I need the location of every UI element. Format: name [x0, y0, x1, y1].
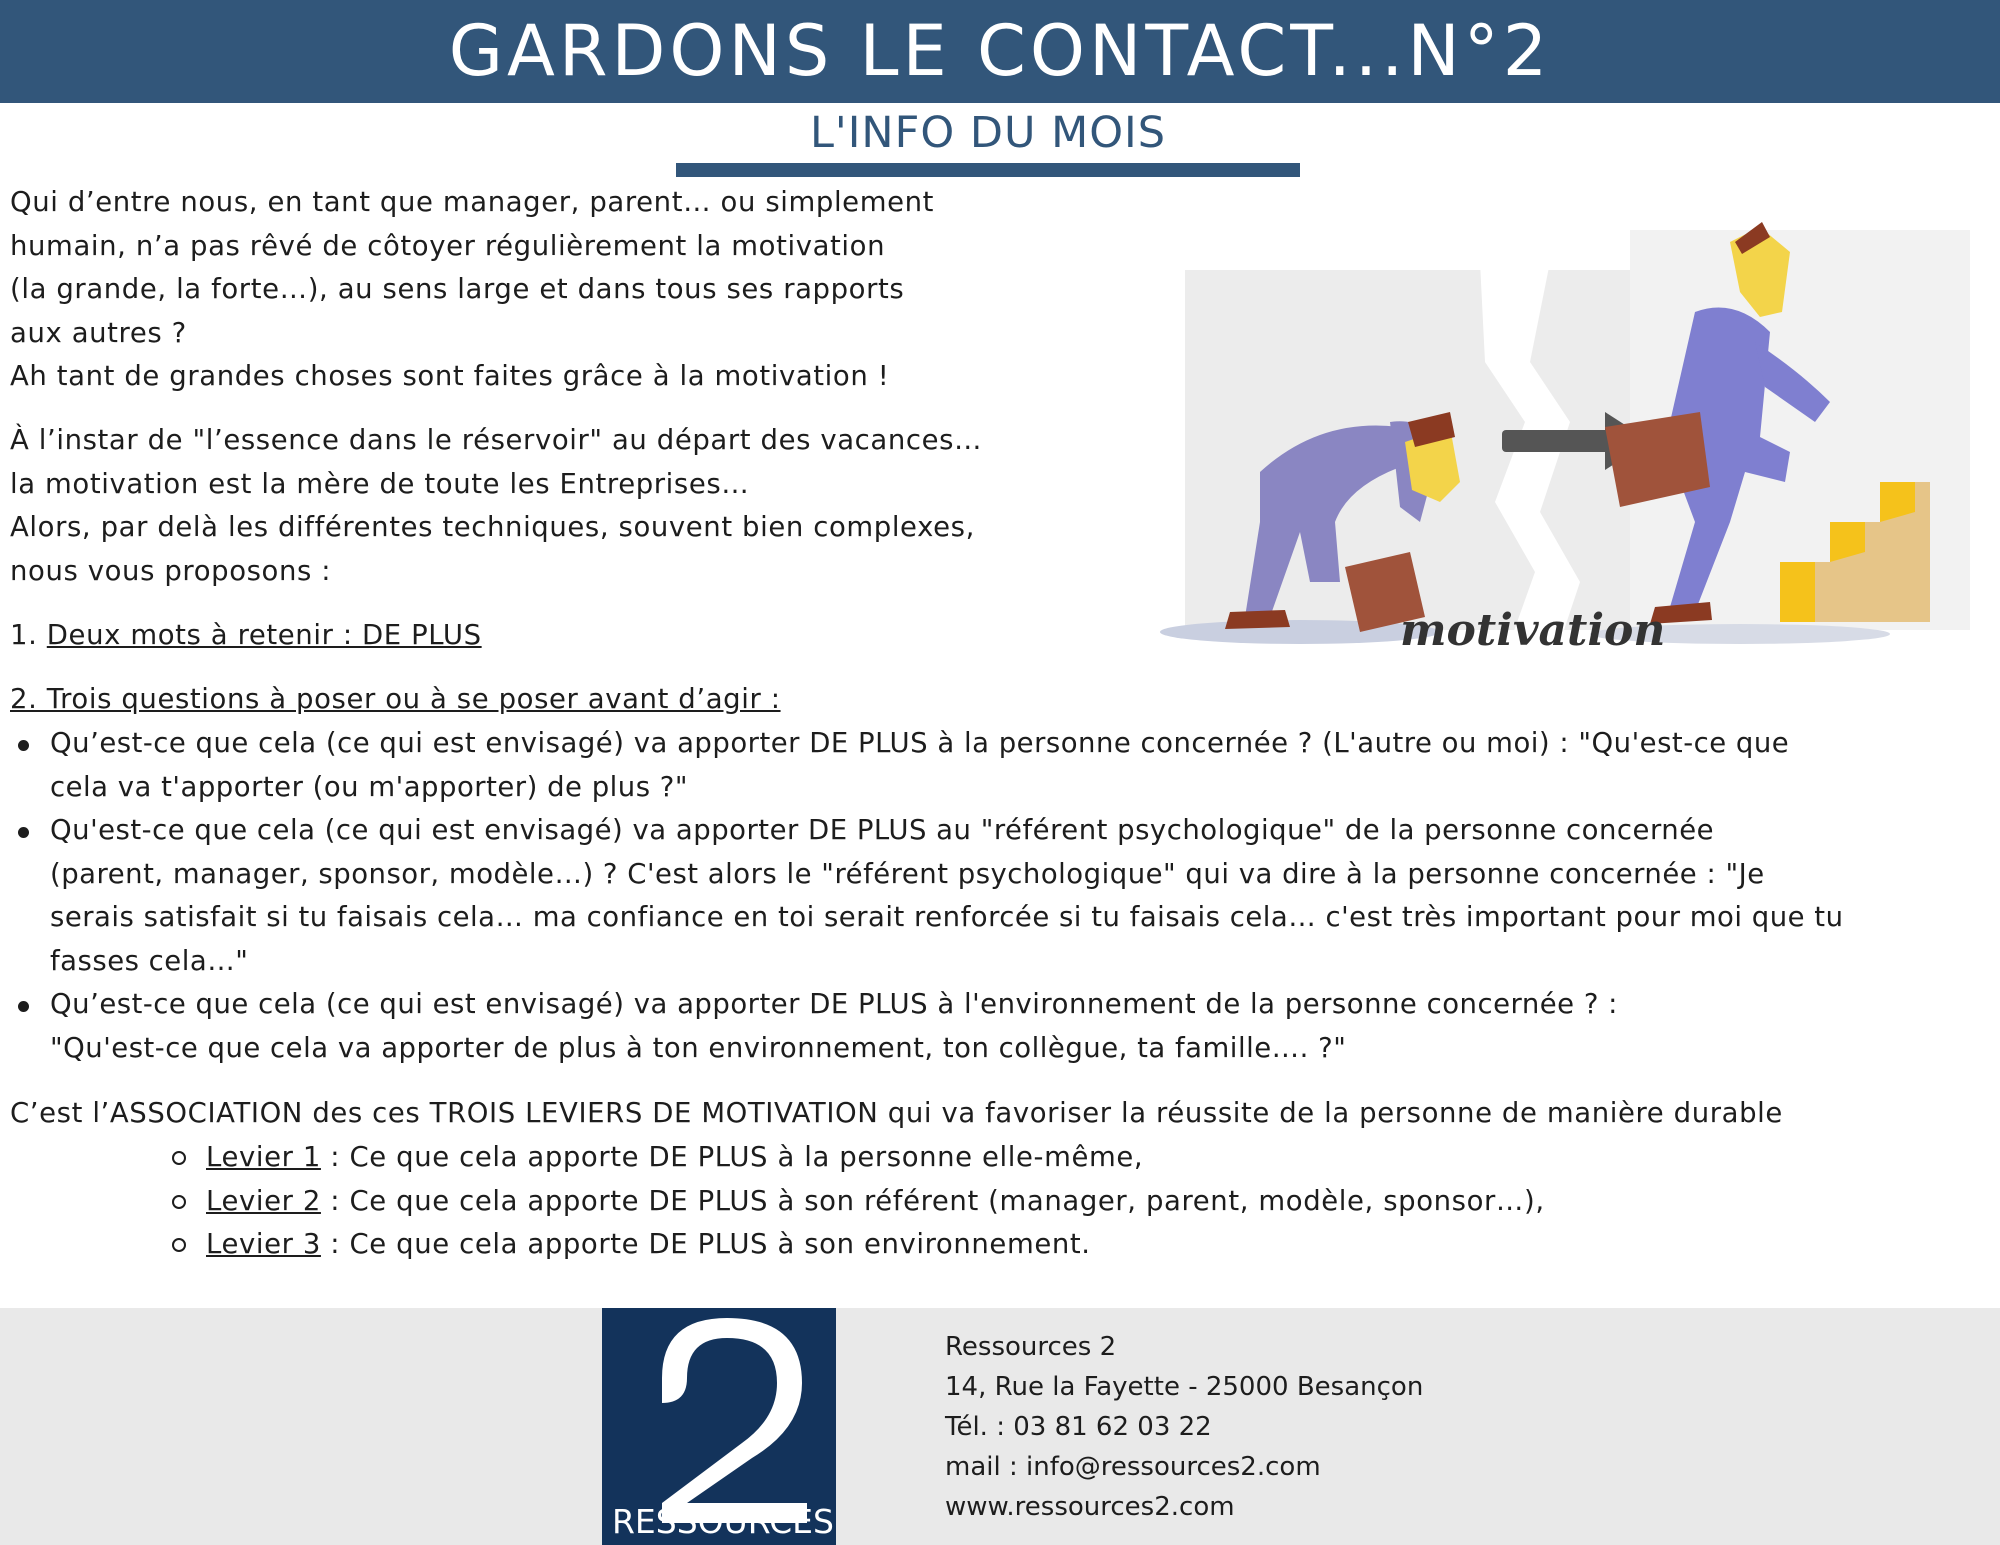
company-name: Ressources 2: [945, 1332, 1117, 1362]
intro-line: Qui d’entre nous, en tant que manager, parent… ou simplement: [10, 186, 935, 218]
bullet-line: Qu’est-ce que cela (ce qui est envisagé) va apporter DE PLUS à l'environnement de la personne concernée ? :: [50, 988, 1618, 1020]
bullet-line: cela va t'apporter (ou m'apporter) de plus ?": [50, 770, 689, 803]
intro-paragraph: [10, 181, 934, 399]
bent-man-shoe: [1225, 610, 1290, 629]
section-subtitle: L'INFO DU MOIS: [809, 108, 1167, 158]
lever-text: : Ce que cela apporte DE PLUS à son référent (manager, parent, modèle, sponsor…),: [320, 1184, 1545, 1217]
circle-bullet-icon: [172, 1238, 186, 1252]
point-1-title: Deux mots à retenir : DE PLUS: [46, 619, 482, 651]
lever-text: : Ce que cela apporte DE PLUS à la personne elle-même,: [320, 1141, 1144, 1173]
shadow: [1160, 620, 1440, 644]
lever-text: : Ce que cela apporte DE PLUS à son environnement.: [320, 1228, 1091, 1260]
arrow-shaft: [1502, 430, 1612, 452]
list-item: [10, 809, 1990, 983]
list-item: [170, 1180, 1545, 1224]
newsletter-title: GARDONS LE CONTACT...N°2: [448, 10, 1552, 92]
ressources2-logo: [602, 1308, 836, 1545]
questions-list: [10, 722, 1990, 1070]
bullet-line: "Qu'est-ce que cela va apporter de plus à ton environnement, ton collègue, ta famille…. ?": [50, 1031, 1347, 1064]
point-1: [10, 614, 482, 658]
bullet-line: (parent, manager, sponsor, modèle…) ? C'est alors le "référent psychologique" qui va dire à la personne concernée : "Je: [50, 857, 1765, 890]
point-2-title: 2. Trois questions à poser ou à se poser avant d’agir :: [10, 683, 781, 715]
bullet-line: Qu’est-ce que cela (ce qui est envisagé) va apporter DE PLUS à la personne concernée ? (L'autre ou moi) : "Qu'est-ce que: [50, 727, 1790, 759]
lever-label: Levier 1: [206, 1141, 321, 1173]
bullet-dot-icon: [18, 740, 29, 751]
list-item: [170, 1136, 1545, 1180]
para-line: À l’instar de "l’essence dans le réservoir" au départ des vacances…: [10, 424, 983, 456]
conclusion-text: C’est l’ASSOCIATION des ces TROIS LEVIERS DE MOTIVATION qui va favoriser la réussite de la personne de manière durable: [10, 1097, 1783, 1129]
company-email[interactable]: mail : info@ressources2.com: [945, 1452, 1321, 1482]
bullet-line: Qu'est-ce que cela (ce qui est envisagé) va apporter DE PLUS au "référent psychologique" de la personne concernée: [50, 814, 1715, 846]
circle-bullet-icon: [172, 1151, 186, 1165]
intro-line: humain, n’a pas rêvé de côtoyer régulièrement la motivation: [10, 229, 886, 262]
bullet-dot-icon: [18, 1001, 29, 1012]
company-phone: Tél. : 03 81 62 03 22: [945, 1412, 1212, 1442]
company-website[interactable]: www.ressources2.com: [945, 1492, 1235, 1522]
levers-list: [170, 1136, 1545, 1267]
intro-line: aux autres ?: [10, 316, 187, 349]
list-item: [170, 1223, 1545, 1267]
second-paragraph: [10, 419, 982, 593]
para-line: Alors, par delà les différentes techniques, souvent bien complexes,: [10, 511, 975, 543]
circle-bullet-icon: [172, 1195, 186, 1209]
intro-line: (la grande, la forte…), au sens large et dans tous ses rapports: [10, 273, 905, 305]
list-item: [10, 983, 1990, 1070]
subtitle-underline: [676, 163, 1300, 177]
company-address: 14, Rue la Fayette - 25000 Besançon: [945, 1372, 1424, 1402]
point-1-number: 1.: [10, 619, 47, 651]
para-line: nous vous proposons :: [10, 554, 332, 587]
logo-wordmark: RESSOURCES: [612, 1502, 834, 1541]
bullet-line: serais satisfait si tu faisais cela… ma confiance en toi serait renforcée si tu faisais cela… c'est très important pour moi que tu: [50, 901, 1844, 933]
para-line: la motivation est la mère de toute les Entreprises…: [10, 467, 750, 500]
lever-label: Levier 3: [206, 1228, 321, 1260]
intro-line: Ah tant de grandes choses sont faites grâce à la motivation !: [10, 360, 890, 392]
lever-label: Levier 2: [206, 1184, 321, 1217]
bullet-line: fasses cela…": [50, 944, 249, 977]
bullet-dot-icon: [18, 827, 29, 838]
list-item: [10, 722, 1990, 809]
stairs-step: [1780, 562, 1815, 622]
illustration-caption: motivation: [1400, 605, 1666, 656]
motivation-illustration: [1150, 222, 1980, 672]
contact-block: [945, 1327, 1423, 1527]
